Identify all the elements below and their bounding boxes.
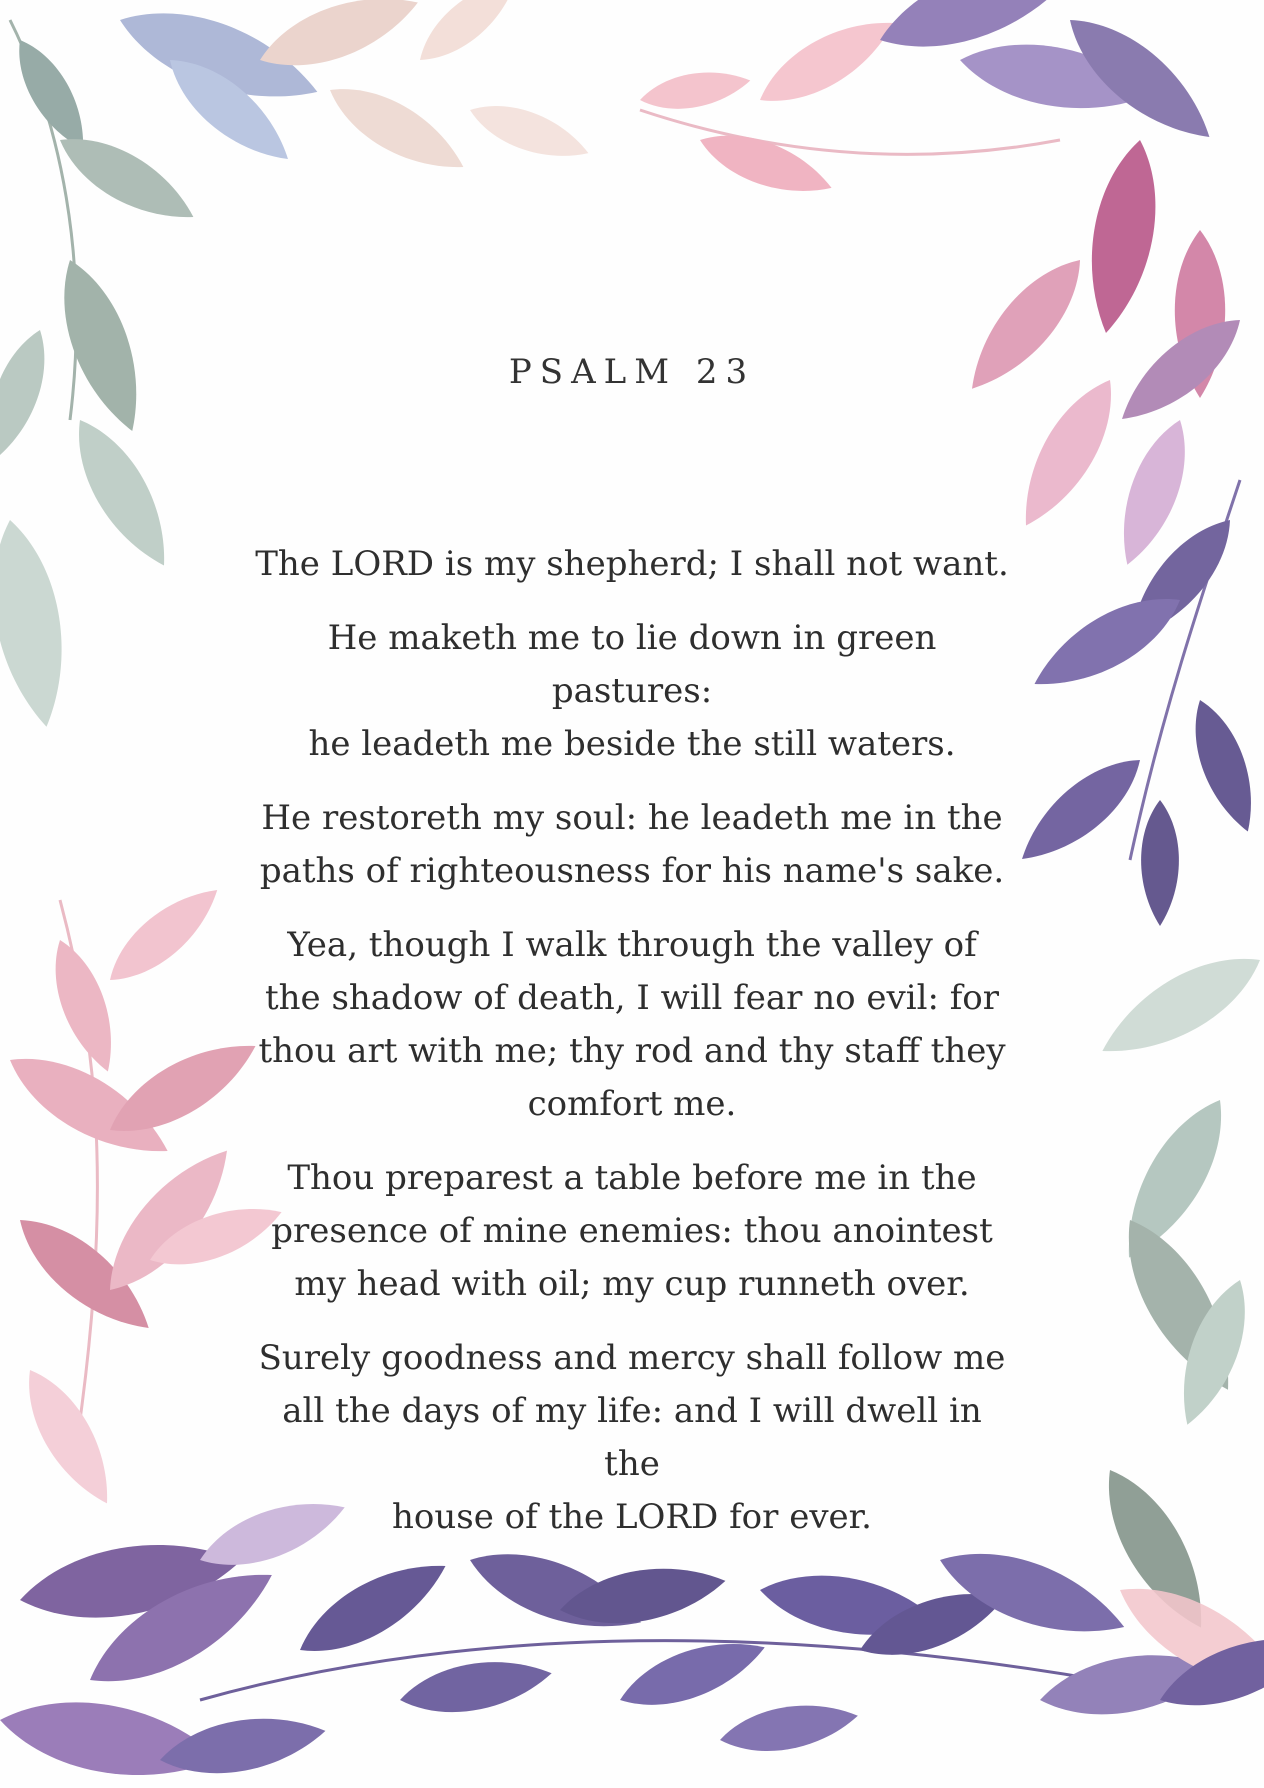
verse-line: thou art with me; thy rod and thy staff they	[258, 1031, 1006, 1071]
verse-line: Thou preparest a table before me in the	[287, 1158, 977, 1198]
verse-5	[250, 1152, 1014, 1311]
verse-2	[250, 612, 1014, 771]
top-right-leaves	[637, 0, 1255, 573]
left-side-leaves	[0, 874, 289, 1515]
verse-line: he leadeth me beside the still waters.	[308, 724, 956, 764]
page-title: PSALM 23	[508, 352, 756, 392]
verse-line: paths of righteousness for his name's sake.	[259, 851, 1005, 891]
verse-line: The LORD is my shepherd; I shall not want.	[255, 544, 1009, 584]
verse-line: all the days of my life: and I will dwell in the	[282, 1391, 982, 1484]
verse-1	[250, 538, 1014, 591]
verse-line: presence of mine enemies: thou anointest	[271, 1211, 993, 1251]
verse-line: house of the LORD for ever.	[391, 1497, 872, 1537]
verse-line: the shadow of death, I will fear no evil: for	[264, 978, 1000, 1018]
verse-3	[250, 792, 1014, 898]
verse-6	[250, 1332, 1014, 1544]
verse-4	[250, 919, 1014, 1131]
right-side-leaves	[1007, 480, 1264, 1641]
verse-line: He maketh me to lie down in green pastures:	[327, 618, 937, 711]
verse-list	[250, 538, 1014, 1565]
verse-line: He restoreth my soul: he leadeth me in the	[261, 798, 1003, 838]
verse-line: comfort me.	[527, 1084, 737, 1124]
verse-line: Surely goodness and mercy shall follow me	[258, 1338, 1006, 1378]
verse-line: my head with oil; my cup runneth over.	[294, 1264, 970, 1304]
verse-line: Yea, though I walk through the valley of	[287, 925, 977, 965]
